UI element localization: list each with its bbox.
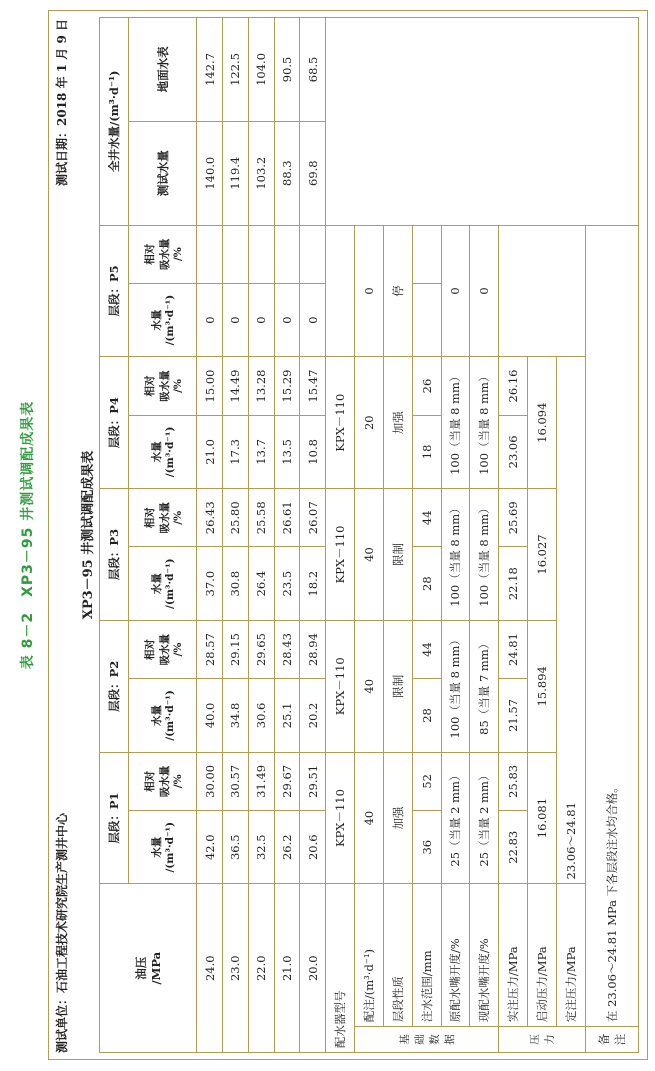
range-min: 18 bbox=[412, 415, 441, 488]
layer-value: 0 bbox=[300, 283, 326, 356]
label-fixed: 定注压力/MPa bbox=[556, 884, 585, 1027]
layer-value: 29.15 bbox=[222, 620, 248, 678]
alloc-value: 40 bbox=[354, 752, 383, 884]
header-test-water: 测试水量 bbox=[128, 121, 196, 225]
row-model bbox=[326, 18, 355, 1053]
orig-nozzle-value: 0 bbox=[441, 225, 470, 357]
now-nozzle-value: 100（当量 8 mm） bbox=[470, 489, 499, 621]
layer-value: 28.94 bbox=[300, 620, 326, 678]
data-row bbox=[300, 18, 326, 1053]
header-total-water: 全井水量/(m³·d⁻¹) bbox=[100, 18, 129, 226]
test-water-value: 119.4 bbox=[222, 121, 248, 225]
label-actual: 实注压力/MPa bbox=[499, 884, 528, 1027]
layer-value bbox=[222, 225, 248, 283]
now-nozzle-value: 25（当量 2 mm） bbox=[470, 752, 499, 884]
layer-value: 26.2 bbox=[274, 811, 300, 884]
header-rel-3: 相对 吸水量 /% bbox=[128, 489, 196, 547]
range-max: 44 bbox=[412, 489, 441, 547]
header-water-3: 水量 /(m³·d⁻¹) bbox=[128, 547, 196, 620]
layer-value: 14.49 bbox=[222, 357, 248, 415]
orig-nozzle-value: 100（当量 8 mm） bbox=[441, 489, 470, 621]
note-text: 在 23.06～24.81 MPa 下各层段注水均合格。 bbox=[585, 225, 638, 1027]
orig-nozzle-value: 25（当量 2 mm） bbox=[441, 752, 470, 884]
now-nozzle-value: 0 bbox=[470, 225, 499, 357]
alloc-value: 20 bbox=[354, 357, 383, 489]
nature-value: 加强 bbox=[383, 752, 412, 884]
range-max: 44 bbox=[412, 620, 441, 678]
layer-value: 10.8 bbox=[300, 415, 326, 488]
layer-value bbox=[274, 225, 300, 283]
range-min: 28 bbox=[412, 547, 441, 620]
layer-value: 26.61 bbox=[274, 489, 300, 547]
layer-value: 30.8 bbox=[222, 547, 248, 620]
data-row bbox=[197, 18, 223, 1053]
model-value bbox=[326, 225, 355, 357]
header-water-1: 水量 /(m³·d⁻¹) bbox=[128, 811, 196, 884]
layer-value: 0 bbox=[274, 283, 300, 356]
data-row bbox=[222, 18, 248, 1053]
range-min bbox=[412, 283, 441, 356]
header-rel-1: 相对 吸水量 /% bbox=[128, 752, 196, 810]
layer-value: 0 bbox=[222, 283, 248, 356]
layer-value: 15.47 bbox=[300, 357, 326, 415]
start-value: 15.894 bbox=[528, 620, 557, 752]
oil-pressure-value: 23.0 bbox=[222, 884, 248, 1053]
header-layer-3: 层段：P3 bbox=[100, 489, 129, 621]
layer-value: 29.51 bbox=[300, 752, 326, 810]
header-layer-5: 层段：P5 bbox=[100, 225, 129, 357]
layer-value bbox=[197, 225, 223, 283]
layer-value: 30.57 bbox=[222, 752, 248, 810]
header-water-2: 水量 /(m³·d⁻¹) bbox=[128, 679, 196, 752]
label-alloc: 配注/(m³·d⁻¹) bbox=[354, 884, 383, 1027]
layer-value: 37.0 bbox=[197, 547, 223, 620]
orig-nozzle-value: 100（当量 8 mm） bbox=[441, 357, 470, 489]
actual-min: 22.83 bbox=[499, 811, 528, 884]
header-row-layers bbox=[100, 18, 129, 1053]
start-value: 16.094 bbox=[528, 357, 557, 489]
blank-right bbox=[326, 18, 639, 226]
alloc-value: 40 bbox=[354, 620, 383, 752]
table-title: XP3－95 井测试调配成果表 bbox=[81, 450, 96, 620]
header-surface-meter: 地面水表 bbox=[128, 18, 196, 122]
layer-value: 36.5 bbox=[222, 811, 248, 884]
label-start: 启动压力/MPa bbox=[528, 884, 557, 1027]
layer-value: 13.28 bbox=[248, 357, 274, 415]
surface-meter-value: 142.7 bbox=[197, 18, 223, 122]
label-model: 配水器型号 bbox=[326, 884, 355, 1053]
oil-pressure-value: 24.0 bbox=[197, 884, 223, 1053]
nature-value: 限制 bbox=[383, 489, 412, 621]
actual-min: 23.06 bbox=[499, 415, 528, 488]
layer-value bbox=[300, 225, 326, 283]
layer-value: 0 bbox=[197, 283, 223, 356]
oil-pressure-value: 22.0 bbox=[248, 884, 274, 1053]
actual-min: 22.18 bbox=[499, 547, 528, 620]
layer-value: 26.43 bbox=[197, 489, 223, 547]
layer-value: 42.0 bbox=[197, 811, 223, 884]
layer-value: 40.0 bbox=[197, 679, 223, 752]
table-body bbox=[100, 18, 639, 1053]
layer-value bbox=[248, 225, 274, 283]
layer-value: 21.0 bbox=[197, 415, 223, 488]
layer-value: 0 bbox=[248, 283, 274, 356]
layer-value: 26.07 bbox=[300, 489, 326, 547]
test-water-value: 69.8 bbox=[300, 121, 326, 225]
nature-value: 加强 bbox=[383, 357, 412, 489]
label-orig-nozzle: 原配水嘴开度/% bbox=[441, 884, 470, 1027]
layer-value: 15.00 bbox=[197, 357, 223, 415]
label-note: 备注 bbox=[585, 1027, 638, 1053]
range-max: 26 bbox=[412, 357, 441, 415]
header-oil-pressure: 油压 /MPa bbox=[100, 884, 197, 1053]
test-water-value: 88.3 bbox=[274, 121, 300, 225]
nature-value: 限制 bbox=[383, 620, 412, 752]
layer-value: 30.6 bbox=[248, 679, 274, 752]
layer-value: 13.5 bbox=[274, 415, 300, 488]
surface-meter-value: 90.5 bbox=[274, 18, 300, 122]
table-caption: 表 8－2 XP3－95 井测试调配成果表 bbox=[20, 400, 36, 670]
fixed-value: 23.06～24.81 bbox=[556, 357, 585, 884]
layer-value: 25.1 bbox=[274, 679, 300, 752]
test-date: 测试日期：2018 年 1 月 9 日 bbox=[55, 19, 69, 186]
model-value: KPX－110 bbox=[326, 489, 355, 621]
layer-value: 29.65 bbox=[248, 620, 274, 678]
rotated-table-frame bbox=[48, 10, 648, 1060]
surface-meter-value: 104.0 bbox=[248, 18, 274, 122]
header-rel-2: 相对 吸水量 /% bbox=[128, 620, 196, 678]
label-basic-data: 基础数据 bbox=[354, 1027, 498, 1053]
model-value: KPX－110 bbox=[326, 357, 355, 489]
range-max: 52 bbox=[412, 752, 441, 810]
layer-value: 23.5 bbox=[274, 547, 300, 620]
start-value: 16.081 bbox=[528, 752, 557, 884]
now-nozzle-value: 85（当量 7 mm） bbox=[470, 620, 499, 752]
header-water-5: 水量 /(m³·d⁻¹) bbox=[128, 283, 196, 356]
layer-value: 25.58 bbox=[248, 489, 274, 547]
label-now-nozzle: 现配水嘴开度/% bbox=[470, 884, 499, 1027]
model-value: KPX－110 bbox=[326, 752, 355, 884]
range-max bbox=[412, 225, 441, 283]
layer-value: 26.4 bbox=[248, 547, 274, 620]
oil-pressure-value: 20.0 bbox=[300, 884, 326, 1053]
header-layer-4: 层段：P4 bbox=[100, 357, 129, 489]
layer-value: 20.6 bbox=[300, 811, 326, 884]
layer-value: 32.5 bbox=[248, 811, 274, 884]
header-layer-2: 层段：P2 bbox=[100, 620, 129, 752]
range-min: 28 bbox=[412, 679, 441, 752]
model-value: KPX－110 bbox=[326, 620, 355, 752]
header-rel-5: 相对 吸水量 /% bbox=[128, 225, 196, 283]
test-water-value: 103.2 bbox=[248, 121, 274, 225]
layer-value: 15.29 bbox=[274, 357, 300, 415]
layer-value: 28.57 bbox=[197, 620, 223, 678]
surface-meter-value: 68.5 bbox=[300, 18, 326, 122]
blank-p5 bbox=[499, 225, 586, 357]
oil-pressure-value: 21.0 bbox=[274, 884, 300, 1053]
header-rel-4: 相对 吸水量 /% bbox=[128, 357, 196, 415]
actual-min: 21.57 bbox=[499, 679, 528, 752]
layer-value: 13.7 bbox=[248, 415, 274, 488]
now-nozzle-value: 100（当量 8 mm） bbox=[470, 357, 499, 489]
label-range: 注水范围/mm bbox=[412, 884, 441, 1027]
label-nature: 层段性质 bbox=[383, 884, 412, 1027]
range-min: 36 bbox=[412, 811, 441, 884]
header-water-4: 水量 /(m³·d⁻¹) bbox=[128, 415, 196, 488]
header-layer-1: 层段：P1 bbox=[100, 752, 129, 884]
alloc-value: 40 bbox=[354, 489, 383, 621]
test-unit: 测试单位：石油工程技术研究院生产测井中心 bbox=[55, 812, 69, 1053]
layer-value: 17.3 bbox=[222, 415, 248, 488]
layer-value: 25.80 bbox=[222, 489, 248, 547]
label-pressure: 压力 bbox=[499, 1027, 586, 1053]
data-row bbox=[274, 18, 300, 1053]
layer-value: 20.2 bbox=[300, 679, 326, 752]
table-caption-wrap bbox=[2, 120, 52, 950]
layer-value: 30.00 bbox=[197, 752, 223, 810]
surface-meter-value: 122.5 bbox=[222, 18, 248, 122]
layer-value: 18.2 bbox=[300, 547, 326, 620]
nature-value: 停 bbox=[383, 225, 412, 357]
orig-nozzle-value: 100（当量 8 mm） bbox=[441, 620, 470, 752]
actual-max: 25.83 bbox=[499, 752, 528, 810]
layer-value: 28.43 bbox=[274, 620, 300, 678]
actual-max: 26.16 bbox=[499, 357, 528, 415]
table-canvas bbox=[49, 11, 647, 1059]
actual-max: 24.81 bbox=[499, 620, 528, 678]
layer-value: 29.67 bbox=[274, 752, 300, 810]
alloc-value: 0 bbox=[354, 225, 383, 357]
results-table bbox=[99, 17, 639, 1053]
layer-value: 34.8 bbox=[222, 679, 248, 752]
data-row bbox=[248, 18, 274, 1053]
layer-value: 31.49 bbox=[248, 752, 274, 810]
start-value: 16.027 bbox=[528, 489, 557, 621]
actual-max: 25.69 bbox=[499, 489, 528, 547]
test-water-value: 140.0 bbox=[197, 121, 223, 225]
